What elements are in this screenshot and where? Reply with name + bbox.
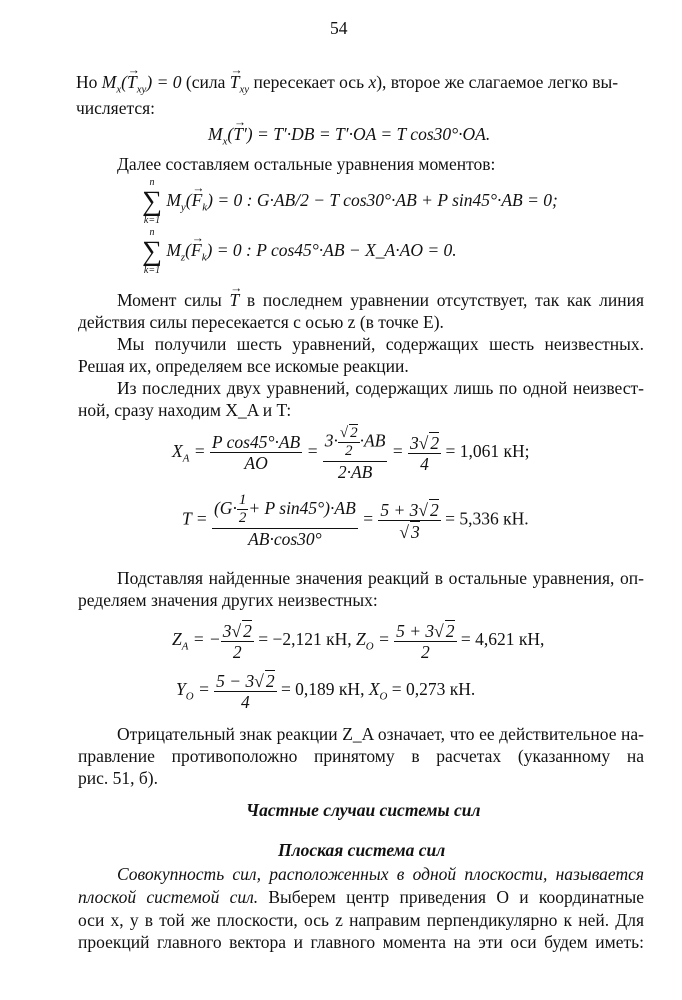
- para6-line4: проекций главного вектора и главного момента на эти оси будем иметь:: [78, 932, 644, 952]
- equation-mz-rhs: = 0 : P cos45°·AB − X_A·AO = 0.: [216, 240, 457, 261]
- equation-xa: $X_A$ = $\frac{\text{P cos45°·AB}}{AO}$ = 3· $\frac{√ 2}{2}$ ·AB 2·AB = $\frac{3√ 2}{4}$ = 1,061 кН;: [172, 425, 530, 482]
- para4-line1: Подставляя найденные значения реакций в остальные уравнения, оп-: [117, 568, 644, 588]
- xa-value: = 1,061 кН;: [445, 440, 530, 461]
- xo-value: = 0,273 кН.: [391, 679, 476, 700]
- para5-line2: правление противоположно принятому в расчетах (указанному на: [78, 746, 644, 766]
- para6-line2: [78, 887, 644, 908]
- fraction: $\frac{3√ 2}{2}$: [222, 621, 252, 663]
- t-value: = 5,336 кН.: [445, 508, 529, 529]
- equation-t: T = (G· $\frac{1}{2}$ + P sin45°)·AB AB·cos30° = $\frac{5 + 3√ 2}{√ 3}$ = 5,336 кН.: [182, 492, 529, 549]
- para6-line3: оси x, y в той же плоскости, ось z направим перпендикулярно к ней. Для: [78, 910, 644, 930]
- para5-line3: рис. 51, б).: [78, 768, 158, 788]
- text-sila: (сила: [185, 72, 226, 92]
- equation-my: n ∑ k=1 $M_y(\to F_k) = 0$ : G·AB/2 − T cos30°·AB + P sin45°·AB = 0;: [142, 178, 558, 226]
- section-heading: Частные случаи системы сил: [246, 800, 481, 820]
- formula-txy: → $T_{xy}$: [230, 72, 249, 92]
- text: в последнем уравнении отсутствует, так как линия: [246, 290, 645, 310]
- text-vtoroe: ), второе же слагаемое легко вы-: [376, 72, 619, 92]
- line-moments-intro: Далее составляем остальные уравнения моментов:: [117, 154, 496, 174]
- equation-za-zo: $Z_A$ = − $\frac{3√ 2}{2}$ = −2,121 кН, $Z_O$ = $\frac{5 + 3√ 2}{2}$ = 4,621 кН,: [172, 621, 545, 663]
- symbol-x: x: [368, 72, 377, 92]
- equation-mx: $M_x(\to T') = T'\cdot DB = T'\cdot OA = T$ cos30°·OA.: [208, 124, 490, 148]
- za-value: = −2,121 кН,: [258, 629, 352, 650]
- equation-mz: n ∑ k=1 $M_z(\to F_k) = 0$ : P cos45°·AB − X_A·AO = 0.: [142, 228, 457, 276]
- term-plane-system: плоской системой сил.: [78, 887, 259, 907]
- fraction: (G· $\frac{1}{2}$ + P sin45°)·AB AB·cos30°: [213, 492, 356, 549]
- fraction: $\frac{5 + 3√ 2}{√ 3}$: [380, 499, 439, 542]
- text-no: Но: [76, 72, 98, 92]
- fraction: $\frac{\text{P cos45°·AB}}{AO}$: [211, 432, 301, 474]
- equation-my-rhs: = 0 : G·AB/2 − T cos30°·AB + P sin45°·AB = 0;: [217, 190, 558, 211]
- text-peresekaet: пересекает ось: [253, 72, 365, 92]
- sum-sign: n ∑ k=1: [142, 227, 162, 276]
- line-1: [76, 72, 618, 96]
- page-number: 54: [330, 18, 348, 38]
- fraction: $\frac{5 + 3√ 2}{2}$: [396, 621, 455, 663]
- fraction: $\frac{3√ 2}{4}$: [409, 432, 440, 474]
- equation-mx-rhs: T′·DB = T′·OA = T cos30°·OA.: [273, 124, 491, 144]
- formula-mx-txy: $M_x(\to T_{xy}) = 0$: [102, 72, 182, 92]
- para5-line1: Отрицательный знак реакции Z_A означает, что ее действительное на-: [117, 724, 644, 744]
- para3-line1: Из последних двух уравнений, содержащих лишь по одной неизвест-: [117, 378, 644, 398]
- equation-yo-xo: $Y_O$ = $\frac{5 - 3√ 2}{4}$ = 0,189 кН, $X_O = 0,273$ кН.: [176, 671, 476, 713]
- subsection-heading: Плоская система сил: [278, 840, 446, 860]
- fraction: 3· $\frac{√ 2}{2}$ ·AB 2·AB: [324, 425, 386, 482]
- para3-line2: ной, сразу находим X_A и T:: [78, 400, 292, 420]
- symbol-t-vector: → T: [229, 290, 239, 311]
- line-2: числяется:: [76, 98, 156, 118]
- para2-line1: Мы получили шесть уравнений, содержащих шесть неизвестных.: [117, 334, 644, 354]
- para4-line2: ределяем значения других неизвестных:: [78, 590, 378, 610]
- para1-line2: действия силы пересекается с осью z (в точке E).: [78, 312, 444, 332]
- text: Момент силы: [117, 290, 222, 310]
- sum-sign: n ∑ k=1: [142, 177, 162, 226]
- para6-line1: Совокупность сил, расположенных в одной плоскости, называется: [117, 864, 644, 884]
- fraction: $\frac{5 - 3√ 2}{4}$: [216, 671, 275, 713]
- zo-value: = 4,621 кН,: [460, 629, 545, 650]
- text: Выберем центр приведения O и координатные: [268, 887, 645, 907]
- para1-line1: [117, 290, 644, 311]
- yo-value: = 0,189 кН,: [280, 679, 365, 700]
- para2-line2: Решая их, определяем все искомые реакции.: [78, 356, 409, 376]
